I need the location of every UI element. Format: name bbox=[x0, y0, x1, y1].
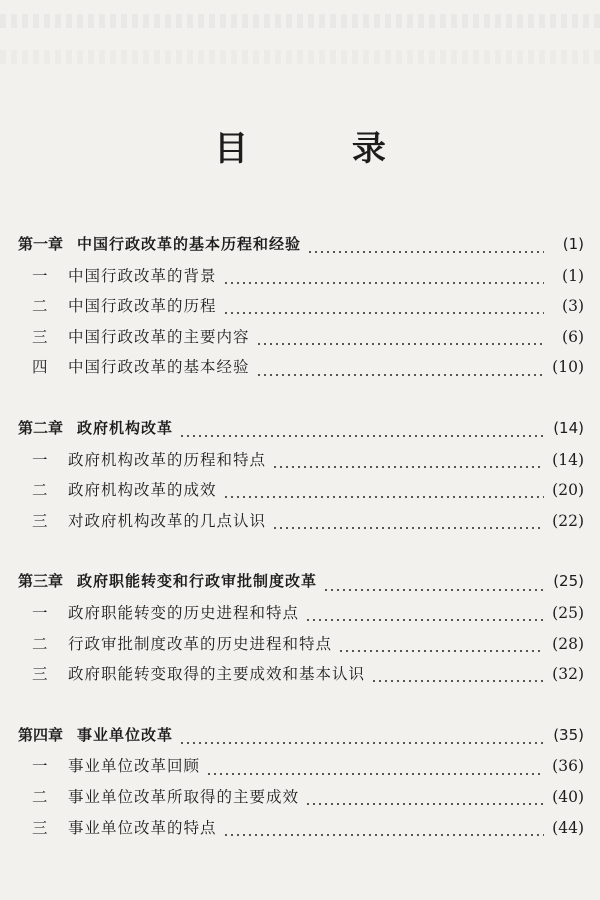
dot-leader bbox=[256, 343, 544, 345]
chapter-title: 事业单位改革 bbox=[77, 725, 174, 744]
section-title: 中国行政改革的历程 bbox=[68, 297, 217, 316]
section-number: 二 bbox=[32, 481, 48, 500]
page-number: (1) bbox=[562, 235, 584, 253]
section-number: 二 bbox=[32, 634, 48, 653]
section-number: 三 bbox=[32, 818, 48, 837]
section-title: 事业单位改革回顾 bbox=[68, 757, 201, 776]
page-title: 目 录 bbox=[214, 128, 432, 169]
toc-chapter-row bbox=[18, 724, 584, 755]
chapter-title: 中国行政改革的基本历程和经验 bbox=[77, 235, 302, 253]
section-number: 一 bbox=[32, 450, 48, 469]
toc-section-row bbox=[18, 754, 584, 785]
section-number: 三 bbox=[32, 665, 48, 684]
section-number: 二 bbox=[32, 787, 48, 806]
chapter-number: 第四章 bbox=[18, 725, 64, 744]
toc-section-row bbox=[18, 785, 584, 816]
page-number: (3) bbox=[562, 297, 584, 316]
dot-leader bbox=[272, 527, 544, 529]
section-title: 行政审批制度改革的历史进程和特点 bbox=[68, 634, 333, 653]
toc-section-row bbox=[18, 601, 584, 632]
section-title: 政府机构改革的成效 bbox=[68, 481, 217, 500]
dot-leader bbox=[272, 466, 544, 468]
page-number: (25) bbox=[552, 603, 584, 622]
page-number: (14) bbox=[553, 418, 584, 437]
page-number: (25) bbox=[553, 572, 584, 591]
toc-section-row bbox=[18, 325, 584, 356]
toc-section-row bbox=[18, 478, 584, 509]
chapter-number: 第二章 bbox=[18, 418, 64, 437]
dot-leader bbox=[179, 742, 544, 744]
dot-leader bbox=[223, 282, 544, 284]
toc-chapter-row bbox=[18, 417, 584, 448]
dot-leader bbox=[179, 435, 544, 437]
dot-leader bbox=[338, 650, 544, 652]
toc-chapter-row bbox=[18, 233, 584, 264]
bleed-through-top bbox=[0, 14, 600, 28]
page-number: (10) bbox=[552, 358, 584, 377]
section-title: 事业单位改革所取得的主要成效 bbox=[68, 787, 300, 806]
dot-leader bbox=[307, 251, 544, 253]
section-number: 一 bbox=[32, 266, 48, 285]
page-number: (1) bbox=[562, 266, 584, 285]
toc-section-row bbox=[18, 355, 584, 386]
chapter-title: 政府机构改革 bbox=[77, 418, 174, 437]
section-title: 政府职能转变取得的主要成效和基本认识 bbox=[68, 665, 366, 684]
section-title: 对政府机构改革的几点认识 bbox=[68, 511, 267, 530]
section-title: 事业单位改革的特点 bbox=[68, 818, 217, 837]
toc-section-row bbox=[18, 448, 584, 479]
section-title: 中国行政改革的背景 bbox=[68, 266, 217, 285]
dot-leader bbox=[305, 619, 544, 621]
toc-section-row bbox=[18, 632, 584, 663]
dot-leader bbox=[206, 773, 544, 775]
page-number: (14) bbox=[552, 450, 584, 469]
dot-leader bbox=[223, 834, 544, 836]
dot-leader bbox=[323, 589, 544, 591]
section-number: 三 bbox=[32, 327, 48, 346]
page-number: (28) bbox=[552, 634, 584, 653]
dot-leader bbox=[223, 312, 544, 314]
page-number: (36) bbox=[552, 757, 584, 776]
chapter-number: 第三章 bbox=[18, 572, 64, 591]
toc-section-row bbox=[18, 662, 584, 693]
section-title: 政府机构改革的历程和特点 bbox=[68, 450, 267, 469]
chapter-number: 第一章 bbox=[18, 235, 64, 253]
dot-leader bbox=[305, 803, 544, 805]
bleed-through-top-2 bbox=[0, 50, 600, 64]
chapter-title: 政府职能转变和行政审批制度改革 bbox=[77, 572, 318, 591]
page-number: (40) bbox=[552, 787, 584, 806]
page-number: (22) bbox=[552, 511, 584, 530]
section-number: 一 bbox=[32, 757, 48, 776]
toc-section-row bbox=[18, 509, 584, 540]
page-number: (35) bbox=[553, 725, 584, 744]
table-of-contents bbox=[18, 233, 584, 846]
page-number: (32) bbox=[552, 665, 584, 684]
toc-chapter-row bbox=[18, 570, 584, 601]
toc-section-row bbox=[18, 264, 584, 295]
page-number: (44) bbox=[552, 818, 584, 837]
section-title: 中国行政改革的主要内容 bbox=[68, 327, 250, 346]
dot-leader bbox=[371, 680, 544, 682]
page-number: (6) bbox=[562, 327, 584, 346]
dot-leader bbox=[223, 496, 544, 498]
dot-leader bbox=[256, 374, 544, 376]
toc-section-row bbox=[18, 816, 584, 847]
toc-section-row bbox=[18, 294, 584, 325]
section-number: 一 bbox=[32, 603, 48, 622]
section-number: 二 bbox=[32, 297, 48, 316]
page-number: (20) bbox=[552, 481, 584, 500]
section-number: 三 bbox=[32, 511, 48, 530]
section-title: 中国行政改革的基本经验 bbox=[68, 358, 250, 377]
section-number: 四 bbox=[32, 358, 48, 377]
section-title: 政府职能转变的历史进程和特点 bbox=[68, 603, 300, 622]
